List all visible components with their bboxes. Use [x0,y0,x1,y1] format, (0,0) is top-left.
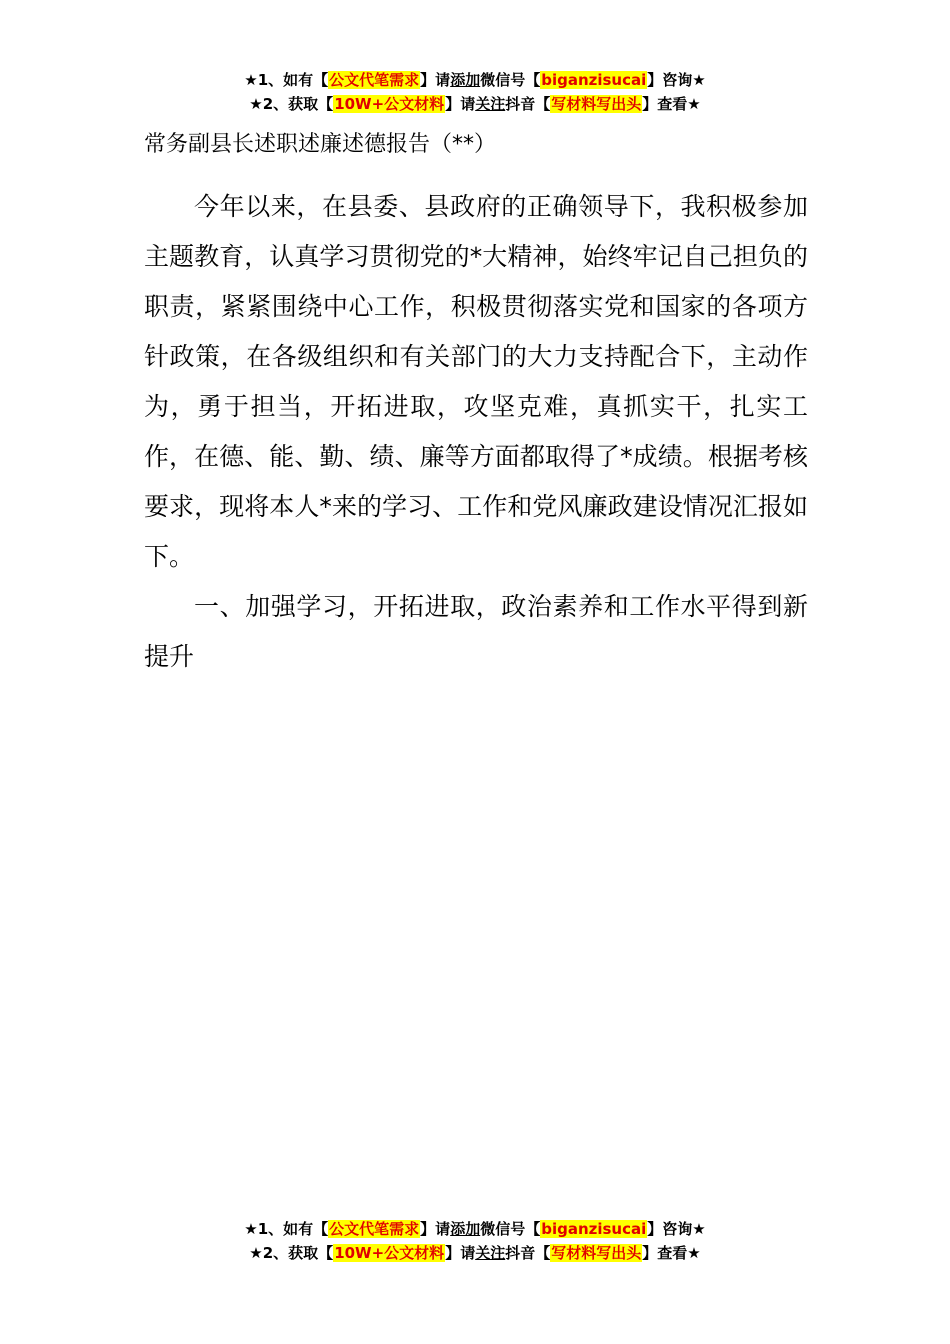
banner-highlight: 10W+公文材料 [334,1244,445,1262]
banner-highlight: 公文代笔需求 [329,1220,420,1238]
banner-line-1 [0,68,950,92]
banner-suffix: 】咨询★ [647,1220,706,1238]
banner-line-1 [0,1217,950,1241]
banner-line-2 [0,1241,950,1265]
banner-prefix: ★2、获取【 [249,95,334,113]
banner-suffix: 】查看★ [642,95,701,113]
banner-highlight: biganzisucai [541,71,647,89]
banner-text: 】请 [420,1220,451,1238]
banner-text: 抖音【 [505,95,551,113]
banner-text: 】请 [445,1244,476,1262]
bottom-banner [0,1217,950,1265]
banner-text: 微信号【 [480,1220,541,1238]
document-body [144,126,808,682]
banner-underlined-text: 关注 [475,1244,506,1262]
banner-highlight: 10W+公文材料 [334,95,445,113]
banner-highlight: 写材料写出头 [551,1244,642,1262]
document-title: 常务副县长述职述廉述德报告（**） [144,132,497,157]
section-heading: 一、加强学习，开拓进取，政治素养和工作水平得到新提升 [144,592,808,671]
banner-text: 微信号【 [480,71,541,89]
body-paragraph: 今年以来，在县委、县政府的正确领导下，我积极参加主题教育，认真学习贯彻党的*大精神，始终牢记自己担负的职责，紧紧围绕中心工作，积极贯彻落实党和国家的各项方针政策，在各级组织和有关部门的大力支持配合下，主动作为，勇于担当，开拓进取，攻坚克难，真抓实干，扎实工作，在德、能、勤、绩、廉等方面都取得了*成绩。根据考核要求，现将本人*来的学习、工作和党风廉政建设情况汇报如下。 [144,192,808,571]
banner-line-2 [0,92,950,116]
banner-text: 】请 [420,71,451,89]
banner-underlined-text: 关注 [475,95,506,113]
banner-text: 抖音【 [505,1244,551,1262]
banner-highlight: biganzisucai [541,1220,647,1238]
banner-prefix: ★2、获取【 [249,1244,334,1262]
banner-prefix: ★1、如有【 [244,1220,329,1238]
banner-highlight: 写材料写出头 [551,95,642,113]
banner-underlined-text: 添加 [450,1220,481,1238]
banner-prefix: ★1、如有【 [244,71,329,89]
banner-highlight: 公文代笔需求 [329,71,420,89]
banner-underlined-text: 添加 [450,71,481,89]
banner-suffix: 】查看★ [642,1244,701,1262]
banner-text: 】请 [445,95,476,113]
top-banner [0,68,950,116]
banner-suffix: 】咨询★ [647,71,706,89]
